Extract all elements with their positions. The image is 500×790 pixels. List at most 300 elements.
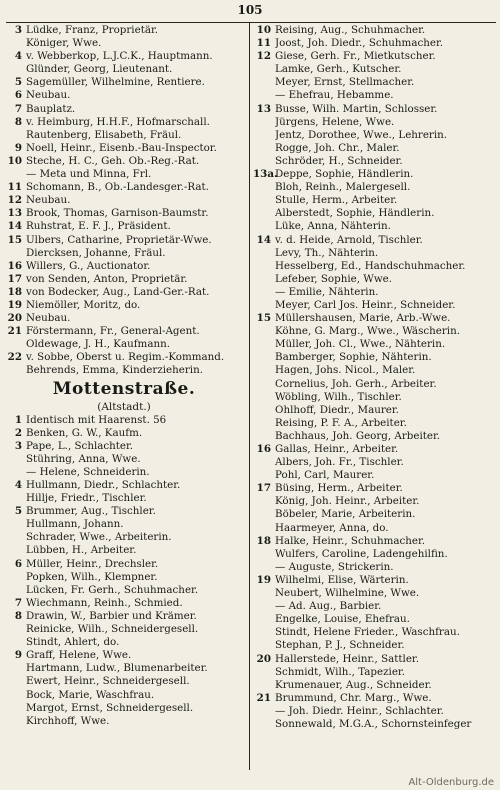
directory-entry [253,666,493,679]
directory-entry [253,456,493,469]
directory-entry [4,37,244,50]
directory-entry [4,440,244,453]
directory-entry [4,76,244,89]
entry-text: Benken, G. W., Kaufm. [26,426,143,439]
house-number: 15 [256,312,271,325]
entry-text: Ohlhoff, Diedr., Maurer. [275,403,399,416]
house-number [253,194,275,207]
directory-entry [253,207,493,220]
directory-entry [253,168,493,181]
house-number [4,531,26,544]
directory-entry [253,430,493,443]
directory-entry [4,325,244,338]
directory-entry [4,116,244,129]
entry-text: Neubau. [26,89,71,102]
entry-text: König, Joh. Heinr., Arbeiter. [275,495,420,508]
entry-text: Ruhstrat, E. F. J., Präsident. [26,220,171,233]
directory-entry [253,692,493,705]
entry-text: Bamberger, Sophie, Nähterin. [275,351,432,364]
entry-text: Hesselberg, Ed., Handschuhmacher. [275,259,466,272]
house-number: 2 [14,426,22,439]
house-number [4,168,26,181]
entry-text: Hullmann, Johann. [26,518,124,531]
entry-text: Hillje, Friedr., Tischler. [26,492,147,505]
entry-text: Identisch mit Haarenst. 56 [26,413,167,426]
directory-entry [4,194,244,207]
directory-entry [4,351,244,364]
house-number: 4 [14,50,22,63]
entry-text: Ulbers, Catharine, Proprietär-Wwe. [26,233,212,246]
entry-text: Schröder, H., Schneider. [275,154,403,167]
directory-entry [4,364,244,377]
entry-text: — Joh. Diedr. Heinr., Schlachter. [275,704,444,717]
directory-entry [253,116,493,129]
directory-entry [253,522,493,535]
house-number [4,338,26,351]
entry-text: Stulle, Herm., Arbeiter. [275,194,398,207]
house-number: 7 [14,596,22,609]
directory-entry [253,286,493,299]
entry-text: Reinicke, Wilh., Schneidergesell. [26,623,199,636]
house-number: 3 [14,24,22,36]
entry-text: von Bodecker, Aug., Land-Ger.-Rat. [26,285,210,298]
house-number [4,544,26,557]
directory-entry [4,414,244,427]
directory-entry [4,479,244,492]
directory-entry [4,168,244,181]
directory-entry [253,705,493,718]
house-number: 16 [256,443,271,455]
house-number: 22 [7,351,22,364]
house-number: 7 [14,102,22,115]
directory-entry [4,181,244,194]
directory-entry [253,63,493,76]
page-number: 105 [237,3,263,17]
house-number: 6 [14,89,22,102]
house-number [253,89,275,102]
directory-entry [4,662,244,675]
entry-text: — Auguste, Strickerin. [275,560,394,573]
entry-text: Steche, H. C., Geh. Ob.-Reg.-Rat. [26,154,200,167]
directory-entry [4,584,244,597]
house-number [253,404,275,417]
street-subtitle: (Altstadt.) [97,400,151,413]
entry-text: Graff, Helene, Wwe. [26,649,132,662]
entry-text: Schomann, B., Ob.-Landesger.-Rat. [26,181,209,194]
house-number [253,338,275,351]
directory-entry [253,234,493,247]
entry-text: Levy, Th., Nähterin. [275,246,379,259]
directory-entry [253,718,493,731]
directory-entry [253,89,493,102]
house-number: 20 [7,312,22,325]
house-number [4,453,26,466]
house-number: 18 [256,534,271,547]
house-number: 15 [7,233,22,246]
house-number [253,679,275,692]
entry-text: Hullmann, Diedr., Schlachter. [26,479,181,491]
directory-entry [4,571,244,584]
house-number [253,260,275,273]
directory-entry [253,220,493,233]
house-number: 11 [256,37,271,50]
entry-text: Meyer, Carl Jos. Heinr., Schneider. [275,298,456,311]
entry-text: Margot, Ernst, Schneidergesell. [26,701,194,714]
house-number [253,508,275,521]
entry-text: von Senden, Anton, Proprietär. [26,272,188,285]
entry-text: Bauplatz. [26,102,76,115]
entry-text: Willers, G., Auctionator. [26,259,151,272]
house-number [4,715,26,728]
entry-text: Drawin, W., Barbier und Krämer. [26,609,197,622]
house-number [253,155,275,168]
directory-entry [253,24,493,37]
house-number: 6 [14,557,22,570]
house-number [253,325,275,338]
entry-text: Stephan, P. J., Schneider. [275,639,405,652]
house-number: 10 [7,154,22,167]
entry-text: Pape, L., Schlachter. [26,439,134,452]
entry-text: Jentz, Dorothee, Wwe., Lehrerin. [275,128,448,141]
entry-text: Deppe, Sophie, Händlerin. [275,168,414,181]
house-number [4,247,26,260]
directory-entry [253,626,493,639]
directory-entry [4,89,244,102]
directory-entry [4,544,244,557]
house-number [4,37,26,50]
entry-text: Böbeler, Marie, Arbeiterin. [275,508,416,521]
directory-entry [253,378,493,391]
directory-entry [4,623,244,636]
entry-text: v. Heimburg, H.H.F., Hofmarschall. [26,115,210,128]
entry-text: Lüke, Anna, Nähterin. [275,220,391,233]
house-number [253,299,275,312]
directory-entry [4,636,244,649]
directory-entry [253,495,493,508]
directory-entry [4,492,244,505]
directory-entry [4,129,244,142]
house-number [253,247,275,260]
directory-entry [4,453,244,466]
entry-text: Brook, Thomas, Garnison-Baumstr. [26,207,209,220]
directory-entry [253,76,493,89]
house-number [253,430,275,443]
house-number [253,522,275,535]
top-rule [6,22,496,23]
directory-entry [253,482,493,495]
house-number [253,129,275,142]
directory-entry [4,518,244,531]
house-number: 13 [7,207,22,220]
directory-entry [4,24,244,37]
house-number: 17 [256,482,271,495]
directory-entry [253,103,493,116]
entry-text: Hagen, Johs. Nicol., Maler. [275,364,416,377]
directory-entry [4,50,244,63]
house-number: 12 [7,194,22,207]
entry-text: — Ad. Aug., Barbier. [275,600,382,613]
house-number [4,63,26,76]
entry-text: Sagemüller, Wilhelmine, Rentiere. [26,76,205,89]
house-number: 13 [256,102,271,115]
directory-entry [4,207,244,220]
house-number [253,469,275,482]
directory-entry [4,715,244,728]
directory-entry [253,273,493,286]
house-number: 21 [256,691,271,704]
entry-text: Förstermann, Fr., General-Agent. [26,325,200,338]
entry-text: Lücken, Fr. Gerh., Schuhmacher. [26,583,199,596]
directory-entry [4,286,244,299]
entry-text: Müllershausen, Marie, Arb.-Wwe. [275,312,451,325]
directory-entry [4,702,244,715]
entry-text: Rogge, Joh. Chr., Maler. [275,141,400,154]
house-number [253,273,275,286]
entry-text: Müller, Heinr., Drechsler. [26,557,159,570]
entry-text: v. Sobbe, Oberst u. Regim.-Kommand. [26,351,225,364]
entry-text: Kirchhoff, Wwe. [26,714,110,727]
entry-text: Brummer, Aug., Tischler. [26,505,156,518]
entry-text: Schrader, Wwe., Arbeiterin. [26,531,172,544]
directory-entry [4,103,244,116]
entry-text: Reising, P. F. A., Arbeiter. [275,416,407,429]
house-number: 11 [7,181,22,194]
entry-text: Hallerstede, Heinr., Sattler. [275,652,419,665]
directory-entry [253,508,493,521]
directory-entry [253,247,493,260]
directory-entry [4,466,244,479]
entry-text: Gallas, Heinr., Arbeiter. [275,443,399,455]
entry-text: Joost, Joh. Diedr., Schuhmacher. [275,37,444,50]
directory-entry [253,574,493,587]
house-number: 5 [14,505,22,518]
house-number: 4 [14,479,22,491]
left-entries-top [4,24,244,378]
house-number [4,129,26,142]
entry-text: Lefeber, Sophie, Wwe. [275,272,393,285]
entry-text: Noell, Heinr., Eisenb.-Bau-Inspector. [26,141,217,154]
house-number [253,63,275,76]
entry-text: Halke, Heinr., Schuhmacher. [275,534,426,547]
entry-text: Bock, Marie, Waschfrau. [26,688,155,701]
entry-text: Ewert, Heinr., Schneidergesell. [26,675,190,688]
entry-text: Stindt, Ahlert, do. [26,636,120,649]
entry-text: Lamke, Gerh., Kutscher. [275,63,402,76]
directory-entry [4,597,244,610]
right-entries [253,24,493,731]
directory-entry [4,63,244,76]
entry-text: Neubau. [26,194,71,207]
directory-entry [253,260,493,273]
right-column [253,24,493,731]
house-number: 14 [256,233,271,246]
house-number [4,466,26,479]
entry-text: Bachhaus, Joh. Georg, Arbeiter. [275,429,441,442]
directory-entry [4,558,244,571]
directory-entry [253,351,493,364]
house-number [4,518,26,531]
entry-text: Giese, Gerh. Fr., Mietkutscher. [275,50,436,63]
house-number: 9 [14,649,22,662]
house-number [253,587,275,600]
entry-text: Albers, Joh. Fr., Tischler. [275,456,404,469]
entry-text: Popken, Wilh., Klempner. [26,570,158,583]
house-number: 18 [7,285,22,298]
directory-entry [253,299,493,312]
house-number [253,666,275,679]
entry-text: Sonnewald, M.G.A., Schornsteinfeger [275,717,472,730]
house-number: 13a. [253,168,278,181]
directory-entry [4,260,244,273]
entry-text: Busse, Wilh. Martin, Schlosser. [275,102,438,115]
directory-entry [253,639,493,652]
directory-entry [4,427,244,440]
house-number [253,718,275,731]
house-number: 19 [7,298,22,311]
watermark: Alt-Oldenburg.de [408,777,494,788]
directory-entry [253,469,493,482]
house-number [4,675,26,688]
directory-entry [253,338,493,351]
directory-entry [4,273,244,286]
directory-entry [253,364,493,377]
directory-entry [4,338,244,351]
entry-text: Stindt, Helene Frieder., Waschfrau. [275,626,460,639]
directory-entry [253,613,493,626]
house-number: 17 [7,272,22,285]
house-number: 20 [256,652,271,665]
entry-text: — Meta und Minna, Frl. [26,168,152,181]
house-number: 9 [14,141,22,154]
house-number [4,571,26,584]
entry-text: Bloh, Reinh., Malergesell. [275,181,411,194]
directory-entry [253,155,493,168]
directory-entry [4,675,244,688]
directory-entry [253,417,493,430]
house-number: 16 [7,259,22,272]
house-number [4,636,26,649]
house-number [4,662,26,675]
house-number [253,561,275,574]
directory-entry [253,561,493,574]
directory-entry [4,299,244,312]
house-number [253,391,275,404]
entry-text: Neubau. [26,312,71,325]
directory-entry [253,404,493,417]
entry-text: — Ehefrau, Hebamme. [275,89,394,102]
house-number [253,613,275,626]
house-number [4,364,26,377]
directory-entry [4,247,244,260]
entry-text: Stühring, Anna, Wwe. [26,452,141,465]
entry-text: Jürgens, Helene, Wwe. [275,115,395,128]
directory-entry [4,649,244,662]
house-number [253,639,275,652]
house-number [253,600,275,613]
directory-entry [253,142,493,155]
house-number: 8 [14,609,22,622]
directory-entry [253,653,493,666]
directory-entry [253,181,493,194]
entry-text: Haarmeyer, Anna, do. [275,521,389,534]
directory-entry [4,234,244,247]
directory-entry [4,220,244,233]
entry-text: — Emilie, Nähterin. [275,285,379,298]
entry-text: Brummund, Chr. Marg., Wwe. [275,691,432,704]
directory-entry [4,505,244,518]
directory-entry [253,535,493,548]
entry-text: Oldewage, J. H., Kaufmann. [26,338,170,351]
entry-text: v. Webberkop, L.J.C.K., Hauptmann. [26,50,213,63]
entry-text: Neubert, Wilhelmine, Wwe. [275,587,420,600]
entry-text: Lüdke, Franz, Proprietär. [26,24,159,36]
entry-text: Büsing, Herm., Arbeiter. [275,482,403,495]
entry-text: Behrends, Emma, Kinderzieherin. [26,364,203,377]
entry-text: Meyer, Ernst, Stellmacher. [275,76,415,89]
house-number: 8 [14,115,22,128]
directory-entry [4,531,244,544]
street-title: Mottenstraße. [52,378,196,399]
house-number [253,626,275,639]
entry-text: Cornelius, Joh. Gerh., Arbeiter. [275,377,437,390]
directory-entry [253,194,493,207]
house-number [253,417,275,430]
entry-text: Glünder, Georg, Lieutenant. [26,63,173,76]
house-number [253,76,275,89]
house-number [253,207,275,220]
directory-entry [253,129,493,142]
entry-text: Alberstedt, Sophie, Händlerin. [275,207,435,220]
directory-entry [4,610,244,623]
column-divider [249,22,250,770]
entry-text: Königer, Wwe. [26,37,102,50]
entry-text: Pohl, Carl, Maurer. [275,469,375,482]
directory-entry [253,600,493,613]
house-number [253,220,275,233]
house-number [253,116,275,129]
directory-entry [4,689,244,702]
house-number: 3 [14,439,22,452]
house-number [253,456,275,469]
entry-text: Lübben, H., Arbeiter. [26,544,137,557]
entry-text: Köhne, G. Marg., Wwe., Wäscherin. [275,325,460,338]
house-number: 14 [7,220,22,233]
house-number [4,702,26,715]
entry-text: Wiechmann, Reinh., Schmied. [26,596,183,609]
house-number [253,495,275,508]
entry-text: Reising, Aug., Schuhmacher. [275,24,426,36]
entry-text: v. d. Heide, Arnold, Tischler. [275,233,423,246]
entry-text: Engelke, Louise, Ehefrau. [275,613,410,626]
directory-entry [4,155,244,168]
directory-entry [253,548,493,561]
directory-entry [253,325,493,338]
house-number [4,689,26,702]
entry-text: Krumenauer, Aug., Schneider. [275,678,432,691]
directory-entry [253,37,493,50]
directory-entry [253,50,493,63]
directory-entry [4,142,244,155]
entry-text: Wilhelmi, Elise, Wärterin. [275,573,409,586]
house-number [253,548,275,561]
entry-text: Schmidt, Wilh., Tapezier. [275,665,405,678]
directory-entry [253,391,493,404]
house-number: 21 [7,325,22,338]
house-number: 1 [14,413,22,426]
house-number [253,181,275,194]
entry-text: Wulfers, Caroline, Ladengehilfin. [275,547,448,560]
house-number [253,286,275,299]
